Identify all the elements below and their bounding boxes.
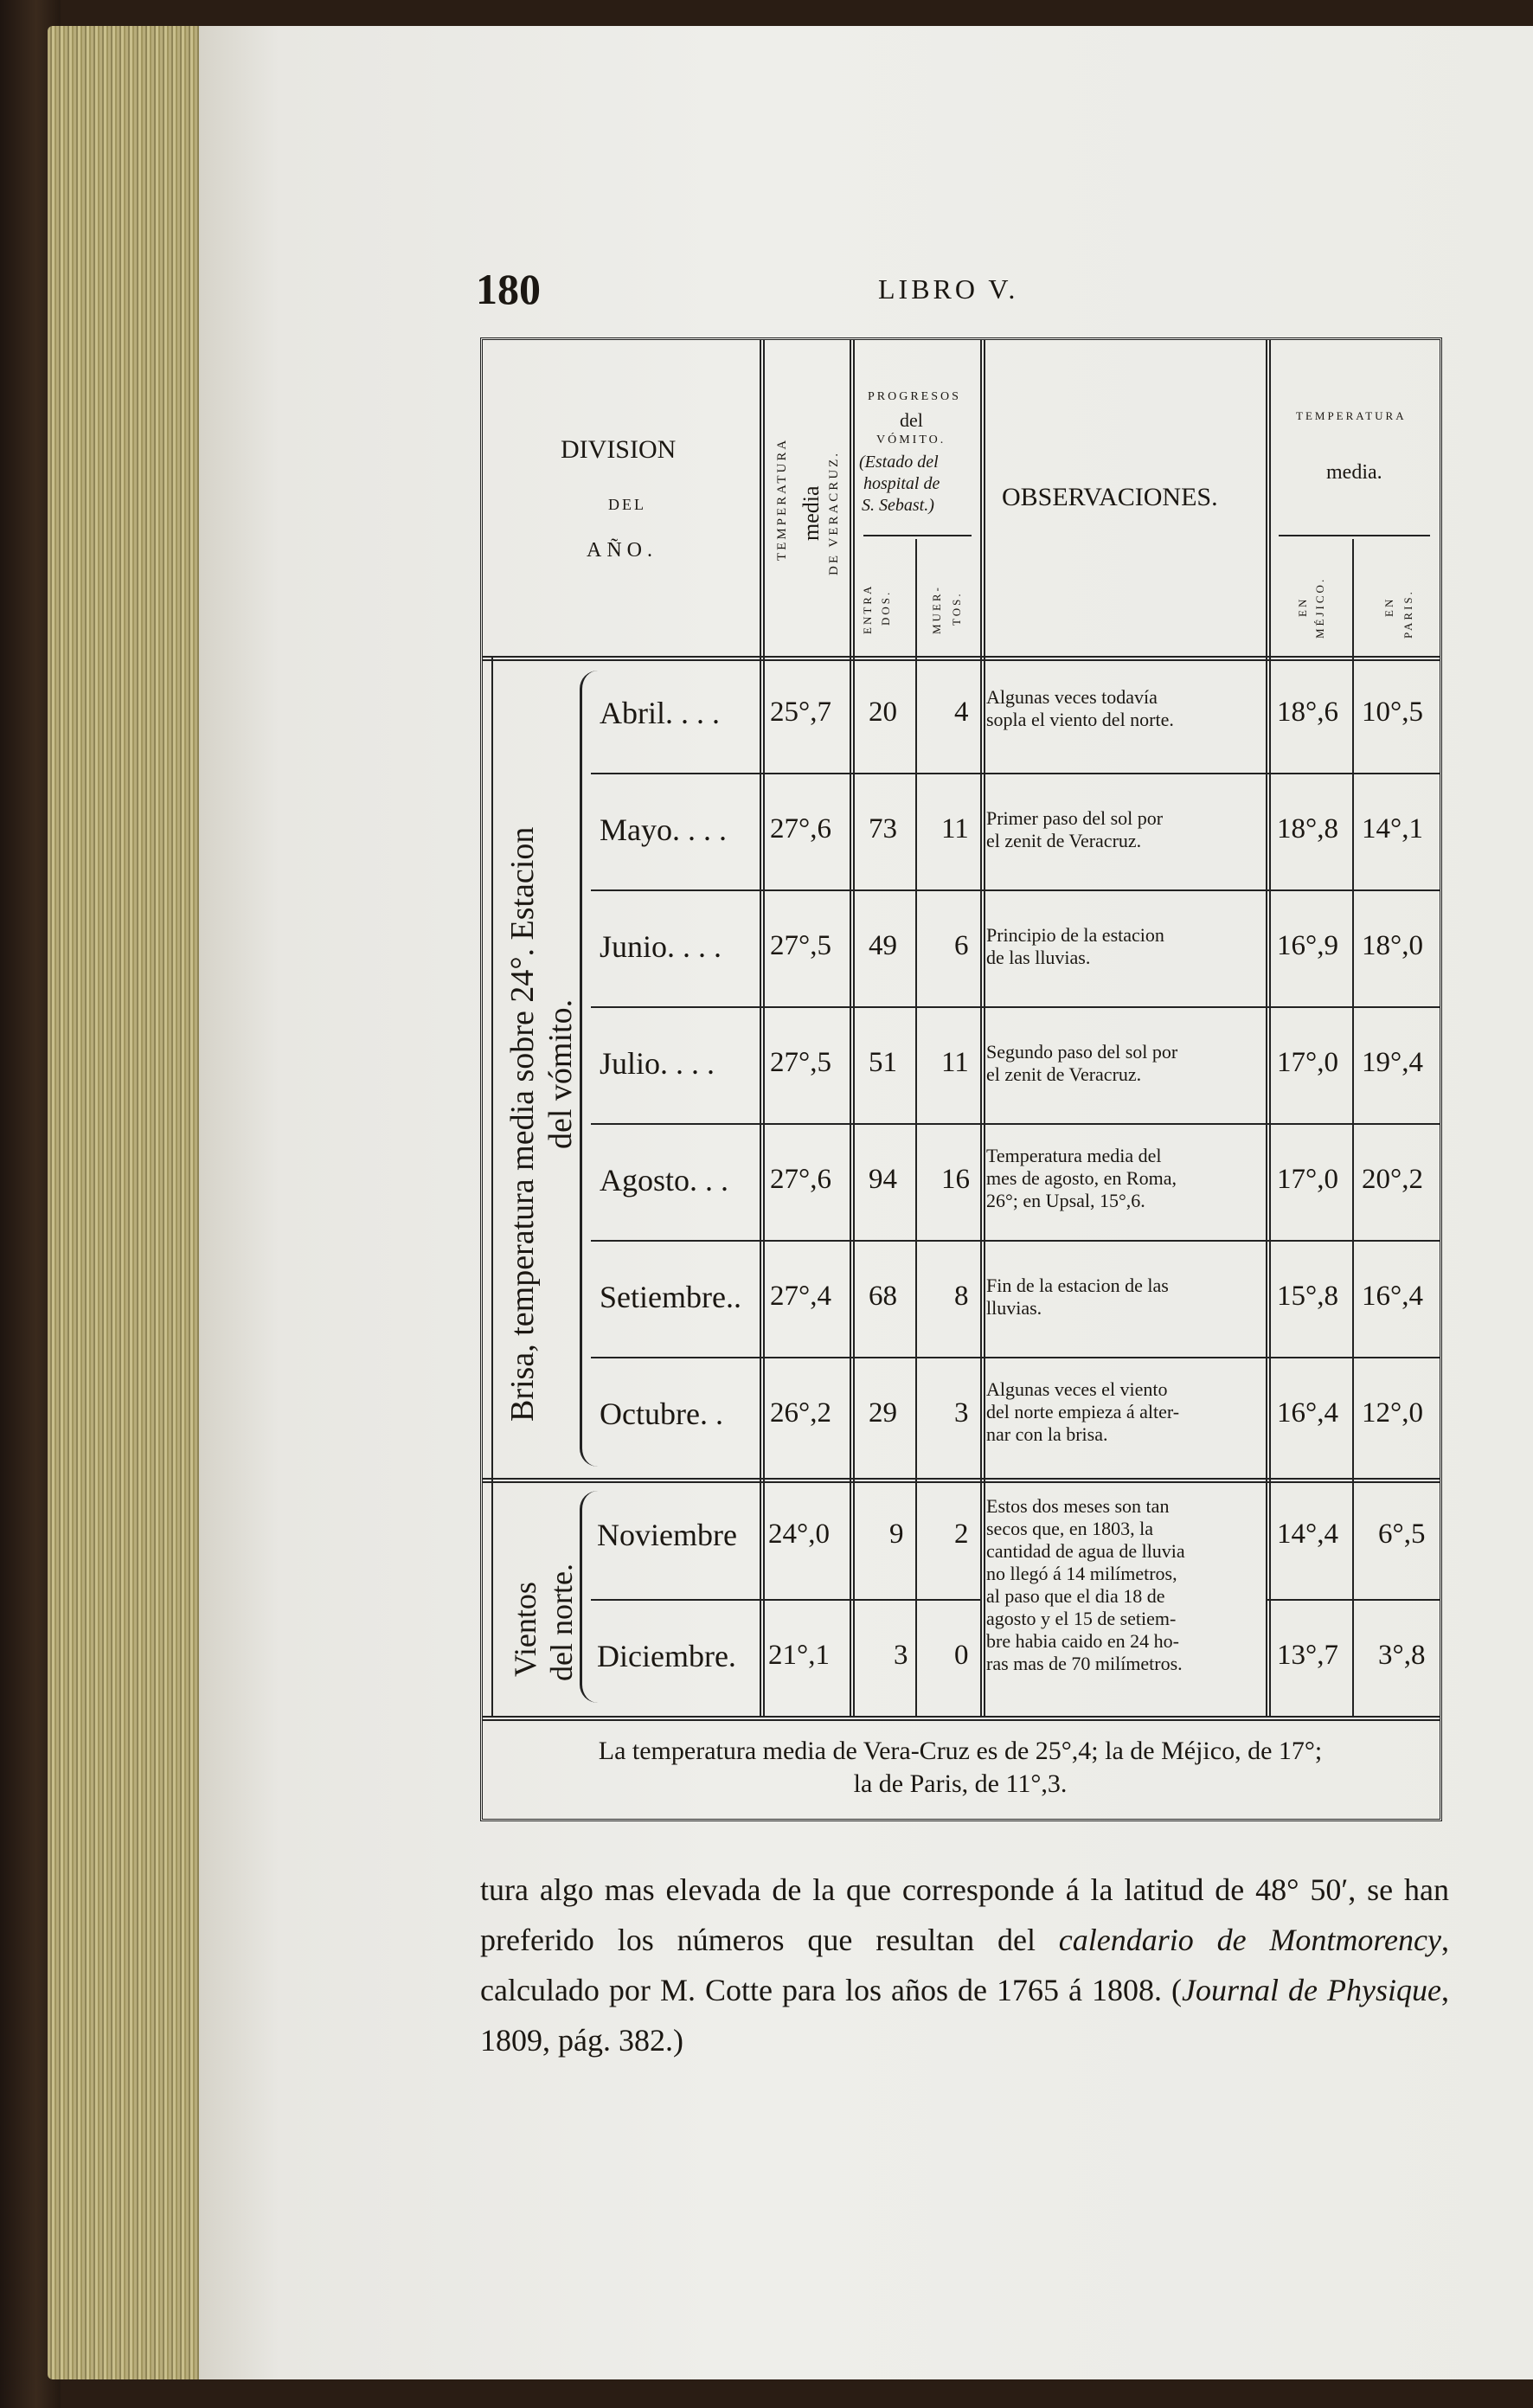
group-label-vientos: Vientos xyxy=(508,1582,542,1677)
row-temp: 27°,4 xyxy=(770,1281,831,1312)
row-obs: Segundo paso del sol por el zenit de Veracruz. xyxy=(986,1041,1178,1085)
row-paris: 18°,0 xyxy=(1362,930,1423,961)
row-paris: 12°,0 xyxy=(1362,1397,1423,1429)
row-muertos: 4 xyxy=(954,697,969,728)
row-temp: 27°,5 xyxy=(770,1047,831,1078)
climate-table xyxy=(480,337,1442,1821)
row-rule xyxy=(591,1123,1440,1125)
row-obs: Fin de la estacion de las lluvias. xyxy=(986,1275,1169,1319)
header-ano: AÑO. xyxy=(587,539,657,562)
group-label-brisa: Brisa, temperatura media sobre 24°. Estacion xyxy=(504,826,541,1422)
header-entrados-1: ENTRA xyxy=(861,583,874,634)
col-line xyxy=(915,539,917,1716)
table-footnote xyxy=(484,1735,1436,1801)
header-mejico-2: MÉJICO. xyxy=(1313,576,1326,639)
row-temp: 27°,6 xyxy=(770,1164,831,1195)
row-mejico: 15°,8 xyxy=(1277,1281,1338,1312)
row-muertos: 11 xyxy=(941,1047,969,1078)
row-obs: Algunas veces el viento del norte empieza á alter- nar con la brisa. xyxy=(986,1378,1180,1445)
row-month: Diciembre. xyxy=(597,1639,736,1673)
header-estado-3: S. Sebast.) xyxy=(862,496,934,515)
row-entrados: 29 xyxy=(869,1397,897,1429)
group-label-vientos-2: del norte. xyxy=(544,1564,579,1681)
header-temp-3: DE VERACRUZ. xyxy=(827,450,841,575)
row-entrados: 94 xyxy=(869,1164,897,1195)
header-paris-1: EN xyxy=(1382,596,1395,617)
row-month: Abril. . . . xyxy=(600,696,720,730)
row-paris: 10°,5 xyxy=(1362,697,1423,728)
footnote-line: la de Paris, de 11°,3. xyxy=(853,1769,1068,1798)
row-paris: 14°,1 xyxy=(1362,813,1423,844)
obs-norte: Estos dos meses son tan secos que, en 1803, la cantidad de agua de lluvia no llegó á 14 milímetros, al paso que el dia 18 de agosto y el 15 de setiem- bre habia caido en 24 ho- ras mas de 70 milímetros. xyxy=(986,1495,1185,1674)
header-subrule xyxy=(863,535,972,536)
row-paris: 3°,8 xyxy=(1378,1640,1426,1671)
row-mejico: 18°,6 xyxy=(1277,697,1338,728)
row-muertos: 8 xyxy=(954,1281,969,1312)
row-entrados: 49 xyxy=(869,930,897,961)
header-vomito: VÓMITO. xyxy=(876,433,946,446)
row-entrados: 73 xyxy=(869,813,897,844)
row-rule xyxy=(591,1240,1440,1242)
row-mejico: 17°,0 xyxy=(1277,1047,1338,1078)
header-temperatura: TEMPERATURA xyxy=(1296,409,1407,422)
header-del-2: del xyxy=(900,409,923,431)
row-entrados: 68 xyxy=(869,1281,897,1312)
italic-title: calendario de Montmorency xyxy=(1058,1923,1441,1957)
header-mejico-1: EN xyxy=(1296,596,1309,617)
row-obs: Algunas veces todavía sopla el viento del norte. xyxy=(986,686,1174,730)
header-rule xyxy=(483,656,1440,661)
row-obs: Primer paso del sol por el zenit de Veracruz. xyxy=(986,807,1164,851)
body-paragraph: tura algo mas elevada de la que corresponde á la latitud de 48° 50′, se han preferido los números que resultan del calendario de Montmorency, calculado por M. Cotte para los años de 1765 á 1808. (Journal de Physique, 1809, pág. 382.) xyxy=(480,1872,1449,2058)
row-rule xyxy=(591,1006,1440,1008)
row-obs: Temperatura media del mes de agosto, en Roma, 26°; en Upsal, 15°,6. xyxy=(986,1145,1177,1211)
row-month: Agosto. . . xyxy=(600,1163,729,1198)
row-mejico: 16°,9 xyxy=(1277,930,1338,961)
col-line xyxy=(1352,539,1354,1716)
row-muertos: 3 xyxy=(954,1397,969,1429)
row-temp: 27°,6 xyxy=(770,813,831,844)
header-estado-1: (Estado del xyxy=(859,453,939,472)
row-entrados: 3 xyxy=(894,1640,908,1671)
row-mejico: 16°,4 xyxy=(1277,1397,1338,1429)
row-rule xyxy=(591,1357,1440,1358)
row-month: Junio. . . . xyxy=(600,929,722,964)
row-month: Julio. . . . xyxy=(600,1046,715,1081)
row-muertos: 16 xyxy=(941,1164,970,1195)
row-mejico: 18°,8 xyxy=(1277,813,1338,844)
italic-title: Journal de Physique xyxy=(1182,1973,1441,2007)
header-subrule xyxy=(1279,535,1430,536)
row-entrados: 20 xyxy=(869,697,897,728)
page-number: 180 xyxy=(476,265,541,313)
row-temp: 21°,1 xyxy=(768,1640,830,1671)
footer-rule xyxy=(483,1716,1440,1721)
row-mejico: 14°,4 xyxy=(1277,1519,1338,1550)
col-line xyxy=(850,340,855,1716)
row-paris: 6°,5 xyxy=(1378,1519,1426,1550)
header-estado-2: hospital de xyxy=(863,474,940,493)
row-rule xyxy=(591,889,1440,891)
row-entrados: 51 xyxy=(869,1047,897,1078)
row-paris: 19°,4 xyxy=(1362,1047,1423,1078)
row-mejico: 17°,0 xyxy=(1277,1164,1338,1195)
header-progresos: PROGRESOS xyxy=(868,390,961,403)
group-label-brisa-2: del vómito. xyxy=(542,999,579,1149)
brace xyxy=(580,671,598,1467)
row-temp: 24°,0 xyxy=(768,1519,830,1550)
row-rule xyxy=(1266,1599,1440,1601)
row-month: Noviembre xyxy=(597,1518,737,1552)
row-muertos: 2 xyxy=(954,1519,969,1550)
row-mejico: 13°,7 xyxy=(1277,1640,1338,1671)
row-month: Octubre. . xyxy=(600,1397,723,1431)
col-line xyxy=(760,340,765,1716)
header-paris-2: PARIS. xyxy=(1402,589,1414,639)
footnote-line: La temperatura media de Vera-Cruz es de 25°,4; la de Méjico, de 17°; xyxy=(598,1737,1323,1765)
header-media: media. xyxy=(1326,461,1382,484)
row-paris: 20°,2 xyxy=(1362,1164,1423,1195)
row-month: Setiembre.. xyxy=(600,1280,741,1314)
row-temp: 27°,5 xyxy=(770,930,831,961)
row-rule xyxy=(591,1599,980,1601)
header-muertos-1: MUER- xyxy=(930,585,943,634)
group-rule xyxy=(483,1478,1440,1483)
header-temp-2: media xyxy=(799,485,824,541)
row-obs: Principio de la estacion de las lluvias. xyxy=(986,924,1164,968)
brace xyxy=(580,1491,598,1703)
row-month: Mayo. . . . xyxy=(600,812,727,847)
row-rule xyxy=(591,773,1440,774)
header-del: DEL xyxy=(608,496,646,513)
row-entrados: 9 xyxy=(889,1519,904,1550)
header-observaciones: OBSERVACIONES. xyxy=(1002,483,1218,511)
header-muertos-2: TOS. xyxy=(950,591,963,626)
header-division: DIVISION xyxy=(561,435,677,464)
running-head: LIBRO V. xyxy=(878,273,1019,305)
col-line xyxy=(491,656,493,1716)
col-line xyxy=(1266,340,1271,1716)
row-muertos: 6 xyxy=(954,930,969,961)
header-entrados-2: DOS. xyxy=(879,589,892,626)
row-temp: 26°,2 xyxy=(770,1397,831,1429)
row-paris: 16°,4 xyxy=(1362,1281,1423,1312)
header-temp-1: TEMPERATURA xyxy=(775,437,789,561)
row-temp: 25°,7 xyxy=(770,697,831,728)
row-muertos: 11 xyxy=(941,813,969,844)
col-line xyxy=(980,340,985,1716)
row-muertos: 0 xyxy=(954,1640,969,1671)
page-edges xyxy=(48,26,212,2379)
